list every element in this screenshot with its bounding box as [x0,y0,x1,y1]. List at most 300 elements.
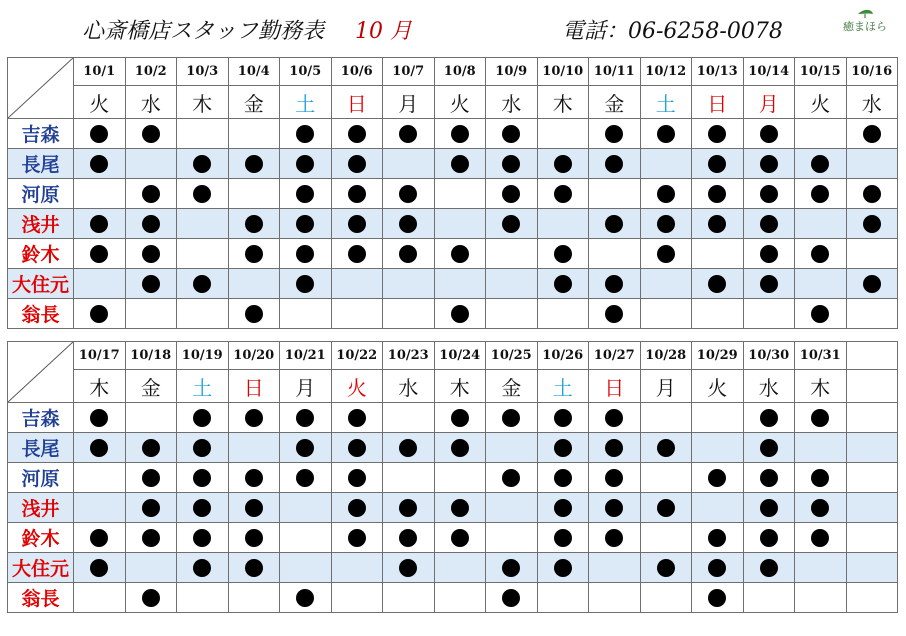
on-duty-dot-icon [142,529,160,547]
shift-cell [486,493,538,523]
shift-cell [177,209,229,239]
shift-cell [125,523,177,553]
on-duty-dot-icon [193,439,211,457]
on-duty-dot-icon [90,245,108,263]
date-row [8,342,898,370]
shift-cell [743,269,795,299]
weekday-header: 水 [846,86,898,119]
shift-cell [280,299,332,329]
shift-cell [537,179,589,209]
on-duty-dot-icon [245,245,263,263]
weekday-header: 月 [743,86,795,119]
shift-cell [177,523,229,553]
on-duty-dot-icon [193,155,211,173]
on-duty-dot-icon [90,305,108,323]
on-duty-dot-icon [90,529,108,547]
shift-cell [486,403,538,433]
shift-cell [434,209,486,239]
on-duty-dot-icon [142,215,160,233]
on-duty-dot-icon [90,125,108,143]
date-header: 10/16 [846,58,898,86]
weekday-header: 土 [280,86,332,119]
weekday-header: 水 [743,370,795,403]
on-duty-dot-icon [502,559,520,577]
on-duty-dot-icon [708,529,726,547]
shift-cell [228,463,280,493]
staff-name: 翁長 [8,583,74,613]
on-duty-dot-icon [605,215,623,233]
date-header: 10/18 [125,342,177,370]
shift-cell [537,239,589,269]
weekday-header: 月 [383,86,435,119]
on-duty-dot-icon [708,125,726,143]
on-duty-dot-icon [348,469,366,487]
shift-cell [331,209,383,239]
on-duty-dot-icon [451,439,469,457]
shift-cell [589,583,641,613]
shift-cell [177,493,229,523]
on-duty-dot-icon [708,155,726,173]
shift-cell [743,493,795,523]
shift-cell [640,403,692,433]
shift-cell [331,583,383,613]
date-header: 10/14 [743,58,795,86]
shift-cell [640,179,692,209]
on-duty-dot-icon [245,469,263,487]
shift-cell [743,523,795,553]
shift-cell [331,523,383,553]
on-duty-dot-icon [296,215,314,233]
on-duty-dot-icon [399,245,417,263]
on-duty-dot-icon [142,469,160,487]
date-header: 10/10 [537,58,589,86]
shift-cell [795,269,847,299]
on-duty-dot-icon [502,409,520,427]
on-duty-dot-icon [142,125,160,143]
staff-row [8,269,898,299]
on-duty-dot-icon [451,155,469,173]
shift-cell [486,149,538,179]
on-duty-dot-icon [554,469,572,487]
staff-name: 河原 [8,463,74,493]
on-duty-dot-icon [811,469,829,487]
on-duty-dot-icon [193,529,211,547]
staff-name: 翁長 [8,299,74,329]
weekday-header: 日 [331,86,383,119]
shift-cell [640,209,692,239]
shift-cell [537,433,589,463]
shift-cell [743,583,795,613]
staff-row [8,239,898,269]
shift-cell [640,493,692,523]
date-header: 10/6 [331,58,383,86]
on-duty-dot-icon [142,245,160,263]
shift-cell [434,299,486,329]
shift-cell [795,463,847,493]
shift-cell [537,299,589,329]
on-duty-dot-icon [296,155,314,173]
shift-cell [589,119,641,149]
on-duty-dot-icon [760,409,778,427]
shift-cell [589,149,641,179]
shift-cell [434,493,486,523]
on-duty-dot-icon [708,215,726,233]
shift-cell [177,239,229,269]
shift-cell [280,209,332,239]
staff-row [8,463,898,493]
shift-cell [74,209,126,239]
on-duty-dot-icon [348,125,366,143]
on-duty-dot-icon [554,559,572,577]
shift-cell [640,553,692,583]
on-duty-dot-icon [760,245,778,263]
on-duty-dot-icon [811,529,829,547]
on-duty-dot-icon [811,185,829,203]
weekday-header: 火 [434,86,486,119]
shift-cell [331,403,383,433]
on-duty-dot-icon [811,409,829,427]
on-duty-dot-icon [296,469,314,487]
shift-cell [383,403,435,433]
shift-cell [228,209,280,239]
weekday-header: 水 [125,86,177,119]
shift-cell [537,149,589,179]
on-duty-dot-icon [760,185,778,203]
on-duty-dot-icon [399,439,417,457]
shift-cell [177,463,229,493]
shift-cell [280,149,332,179]
shift-cell [486,433,538,463]
date-header [846,342,898,370]
shift-cell [280,119,332,149]
on-duty-dot-icon [760,529,778,547]
shift-cell [486,269,538,299]
weekday-header: 木 [795,370,847,403]
date-header: 10/7 [383,58,435,86]
on-duty-dot-icon [193,559,211,577]
shift-cell [795,299,847,329]
on-duty-dot-icon [502,125,520,143]
shift-cell [846,493,898,523]
on-duty-dot-icon [451,409,469,427]
staff-row [8,433,898,463]
on-duty-dot-icon [811,245,829,263]
shift-cell [74,179,126,209]
shift-cell [846,583,898,613]
shift-cell [795,523,847,553]
shift-cell [74,269,126,299]
shift-cell [743,299,795,329]
staff-row [8,179,898,209]
shift-cell [177,433,229,463]
shift-cell [589,463,641,493]
shift-cell [74,403,126,433]
on-duty-dot-icon [760,215,778,233]
weekday-header: 火 [331,370,383,403]
weekday-header: 水 [486,86,538,119]
shift-cell [125,299,177,329]
on-duty-dot-icon [296,439,314,457]
on-duty-dot-icon [399,125,417,143]
date-header: 10/22 [331,342,383,370]
shift-cell [331,239,383,269]
shift-cell [383,239,435,269]
shift-cell [692,119,744,149]
shift-cell [640,239,692,269]
shift-cell [537,463,589,493]
on-duty-dot-icon [193,499,211,517]
on-duty-dot-icon [502,155,520,173]
weekday-header [846,370,898,403]
shift-cell [331,269,383,299]
on-duty-dot-icon [348,499,366,517]
date-header: 10/25 [486,342,538,370]
on-duty-dot-icon [296,589,314,607]
weekday-header: 日 [589,370,641,403]
on-duty-dot-icon [708,589,726,607]
shift-cell [589,523,641,553]
date-header: 10/4 [228,58,280,86]
shift-cell [177,583,229,613]
on-duty-dot-icon [296,245,314,263]
on-duty-dot-icon [193,409,211,427]
shift-cell [486,583,538,613]
shift-cell [846,149,898,179]
on-duty-dot-icon [193,185,211,203]
weekday-header: 火 [795,86,847,119]
shift-cell [434,553,486,583]
date-header: 10/30 [743,342,795,370]
on-duty-dot-icon [863,215,881,233]
on-duty-dot-icon [657,245,675,263]
shift-cell [846,403,898,433]
shift-cell [280,553,332,583]
staff-name: 大住元 [8,553,74,583]
shift-cell [795,583,847,613]
on-duty-dot-icon [760,125,778,143]
on-duty-dot-icon [296,185,314,203]
shift-cell [177,179,229,209]
date-header: 10/2 [125,58,177,86]
on-duty-dot-icon [554,245,572,263]
shift-cell [125,239,177,269]
shift-cell [331,433,383,463]
on-duty-dot-icon [348,155,366,173]
shift-cell [434,403,486,433]
date-header: 10/29 [692,342,744,370]
weekday-header: 木 [74,370,126,403]
schedule-table-oct-17-31 [7,341,898,613]
shift-cell [846,209,898,239]
shift-cell [486,119,538,149]
shift-cell [331,299,383,329]
on-duty-dot-icon [142,439,160,457]
on-duty-dot-icon [348,439,366,457]
staff-row [8,583,898,613]
on-duty-dot-icon [348,215,366,233]
shift-cell [74,463,126,493]
staff-row [8,209,898,239]
shift-cell [125,583,177,613]
weekday-header: 木 [537,86,589,119]
shift-cell [228,403,280,433]
shift-cell [692,239,744,269]
shift-cell [125,179,177,209]
on-duty-dot-icon [811,305,829,323]
shift-cell [383,299,435,329]
on-duty-dot-icon [296,125,314,143]
staff-name: 吉森 [8,119,74,149]
staff-name: 長尾 [8,433,74,463]
on-duty-dot-icon [760,469,778,487]
on-duty-dot-icon [657,185,675,203]
on-duty-dot-icon [605,439,623,457]
shift-cell [640,463,692,493]
on-duty-dot-icon [657,215,675,233]
shift-cell [434,239,486,269]
shift-cell [589,209,641,239]
on-duty-dot-icon [605,275,623,293]
on-duty-dot-icon [554,529,572,547]
shift-cell [383,179,435,209]
shift-cell [640,299,692,329]
shift-cell [640,523,692,553]
weekday-header: 水 [383,370,435,403]
on-duty-dot-icon [245,215,263,233]
on-duty-dot-icon [348,409,366,427]
weekday-row [8,86,898,119]
shift-cell [486,209,538,239]
shift-cell [331,149,383,179]
shift-cell [640,269,692,299]
shift-cell [743,239,795,269]
weekday-header: 金 [125,370,177,403]
shift-cell [383,463,435,493]
date-header: 10/21 [280,342,332,370]
shift-cell [846,433,898,463]
date-row [8,58,898,86]
shift-cell [846,239,898,269]
shift-cell [228,433,280,463]
logo-text: 癒まほら [843,20,887,33]
shift-cell [537,523,589,553]
on-duty-dot-icon [554,155,572,173]
on-duty-dot-icon [399,215,417,233]
shift-cell [228,523,280,553]
weekday-header: 日 [228,370,280,403]
on-duty-dot-icon [760,275,778,293]
shift-cell [228,119,280,149]
shift-cell [692,523,744,553]
shift-cell [434,433,486,463]
shift-cell [537,493,589,523]
shift-cell [280,403,332,433]
on-duty-dot-icon [502,469,520,487]
on-duty-dot-icon [142,185,160,203]
shift-cell [125,463,177,493]
shift-cell [640,119,692,149]
on-duty-dot-icon [760,439,778,457]
shift-cell [537,209,589,239]
shift-cell [177,553,229,583]
on-duty-dot-icon [605,305,623,323]
staff-row [8,403,898,433]
shift-cell [589,269,641,299]
shift-cell [125,119,177,149]
shift-cell [383,119,435,149]
on-duty-dot-icon [245,559,263,577]
shift-cell [280,463,332,493]
shift-cell [383,209,435,239]
shift-cell [383,433,435,463]
shift-cell [589,179,641,209]
shift-cell [74,119,126,149]
shift-cell [795,209,847,239]
shift-cell [331,179,383,209]
on-duty-dot-icon [90,559,108,577]
on-duty-dot-icon [245,409,263,427]
on-duty-dot-icon [451,125,469,143]
shift-cell [74,239,126,269]
staff-row [8,149,898,179]
date-header: 10/17 [74,342,126,370]
shift-cell [486,463,538,493]
shift-cell [846,269,898,299]
on-duty-dot-icon [348,185,366,203]
on-duty-dot-icon [451,529,469,547]
shift-cell [486,553,538,583]
on-duty-dot-icon [90,215,108,233]
on-duty-dot-icon [245,499,263,517]
on-duty-dot-icon [399,185,417,203]
shift-cell [280,523,332,553]
on-duty-dot-icon [90,409,108,427]
shift-cell [795,553,847,583]
shift-cell [846,179,898,209]
shift-cell [383,269,435,299]
shift-cell [640,149,692,179]
on-duty-dot-icon [90,155,108,173]
weekday-header: 土 [640,86,692,119]
diagonal-line-icon [8,58,73,118]
weekday-header: 木 [434,370,486,403]
shift-cell [795,179,847,209]
shift-cell [280,583,332,613]
shift-cell [692,553,744,583]
shift-cell [74,583,126,613]
store-logo [842,6,888,48]
shift-cell [846,299,898,329]
on-duty-dot-icon [605,469,623,487]
shift-cell [692,583,744,613]
date-header: 10/11 [589,58,641,86]
shift-cell [177,119,229,149]
staff-row [8,523,898,553]
shift-cell [743,553,795,583]
on-duty-dot-icon [245,155,263,173]
shift-cell [125,493,177,523]
shift-cell [589,239,641,269]
shift-cell [795,403,847,433]
weekday-header: 火 [692,370,744,403]
shift-cell [177,149,229,179]
weekday-header: 木 [177,86,229,119]
shift-cell [383,523,435,553]
staff-name: 浅井 [8,209,74,239]
shift-cell [383,149,435,179]
on-duty-dot-icon [811,499,829,517]
shift-cell [125,149,177,179]
